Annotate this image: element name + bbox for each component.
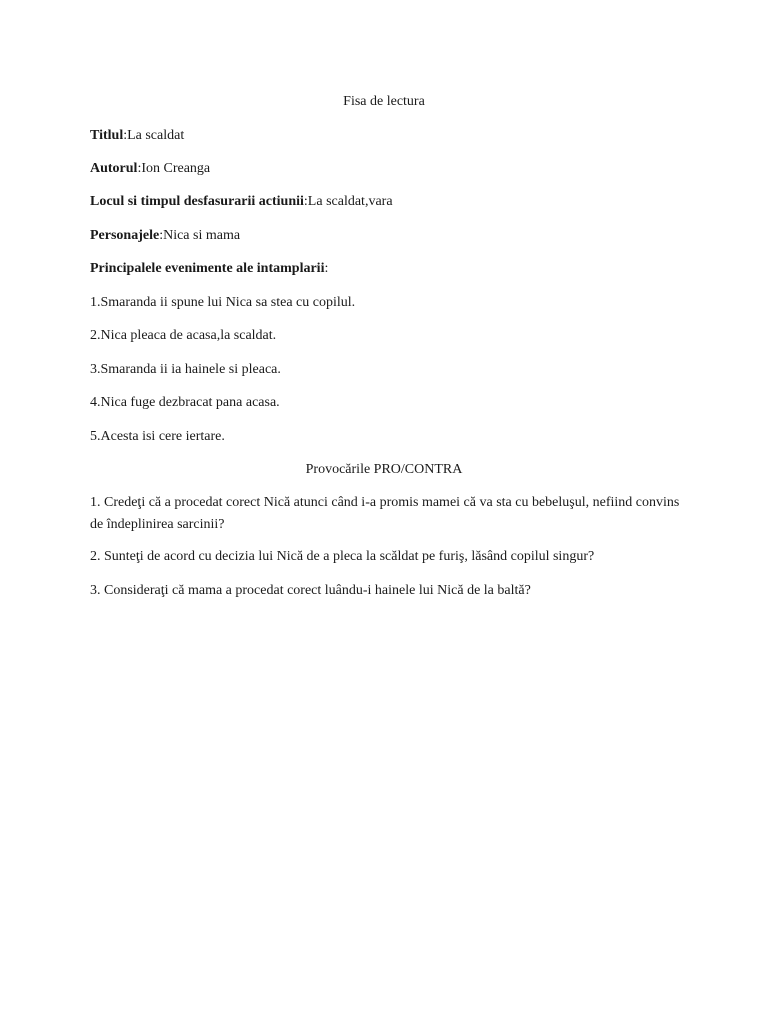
event-item: 2.Nica pleaca de acasa,la scaldat. bbox=[90, 328, 277, 343]
event-item: 1.Smaranda ii spune lui Nica sa stea cu copilul. bbox=[90, 295, 356, 310]
field-label: Principalele evenimente ale intamplarii bbox=[90, 261, 325, 276]
event-item: 5.Acesta isi cere iertare. bbox=[90, 429, 225, 444]
question-item: 3. Consideraţi că mama a procedat corect luându-i hainele lui Nică de la baltă? bbox=[90, 583, 531, 598]
field-label: Titlul bbox=[90, 128, 124, 143]
section-title: Provocările PRO/CONTRA bbox=[305, 462, 463, 477]
field-label: Autorul bbox=[90, 161, 138, 176]
field-label: Personajele bbox=[90, 228, 160, 243]
question-item: 2. Sunteţi de acord cu decizia lui Nică de a pleca la scăldat pe furiş, lăsând copilul singur? bbox=[90, 549, 595, 564]
field-value: :Ion Creanga bbox=[137, 161, 211, 176]
field-value: : bbox=[324, 261, 329, 276]
field-value: :La scaldat,vara bbox=[303, 194, 393, 209]
field-place-time bbox=[90, 191, 393, 213]
field-value: :La scaldat bbox=[123, 128, 185, 143]
question-item: 1. Credeţi că a procedat corect Nică atunci când i-a promis mamei că va sta cu bebeluşul, nefiind convins de îndeplinirea sarcinii? bbox=[90, 495, 680, 532]
field-value: :Nica si mama bbox=[159, 228, 241, 243]
field-events bbox=[90, 258, 328, 280]
event-item: 4.Nica fuge dezbracat pana acasa. bbox=[90, 395, 280, 410]
event-item: 3.Smaranda ii ia hainele si pleaca. bbox=[90, 362, 281, 377]
document-title: Fisa de lectura bbox=[343, 94, 425, 109]
field-title bbox=[90, 125, 184, 147]
field-label: Locul si timpul desfasurarii actiunii bbox=[90, 194, 304, 209]
field-author bbox=[90, 158, 210, 180]
field-characters bbox=[90, 225, 240, 247]
